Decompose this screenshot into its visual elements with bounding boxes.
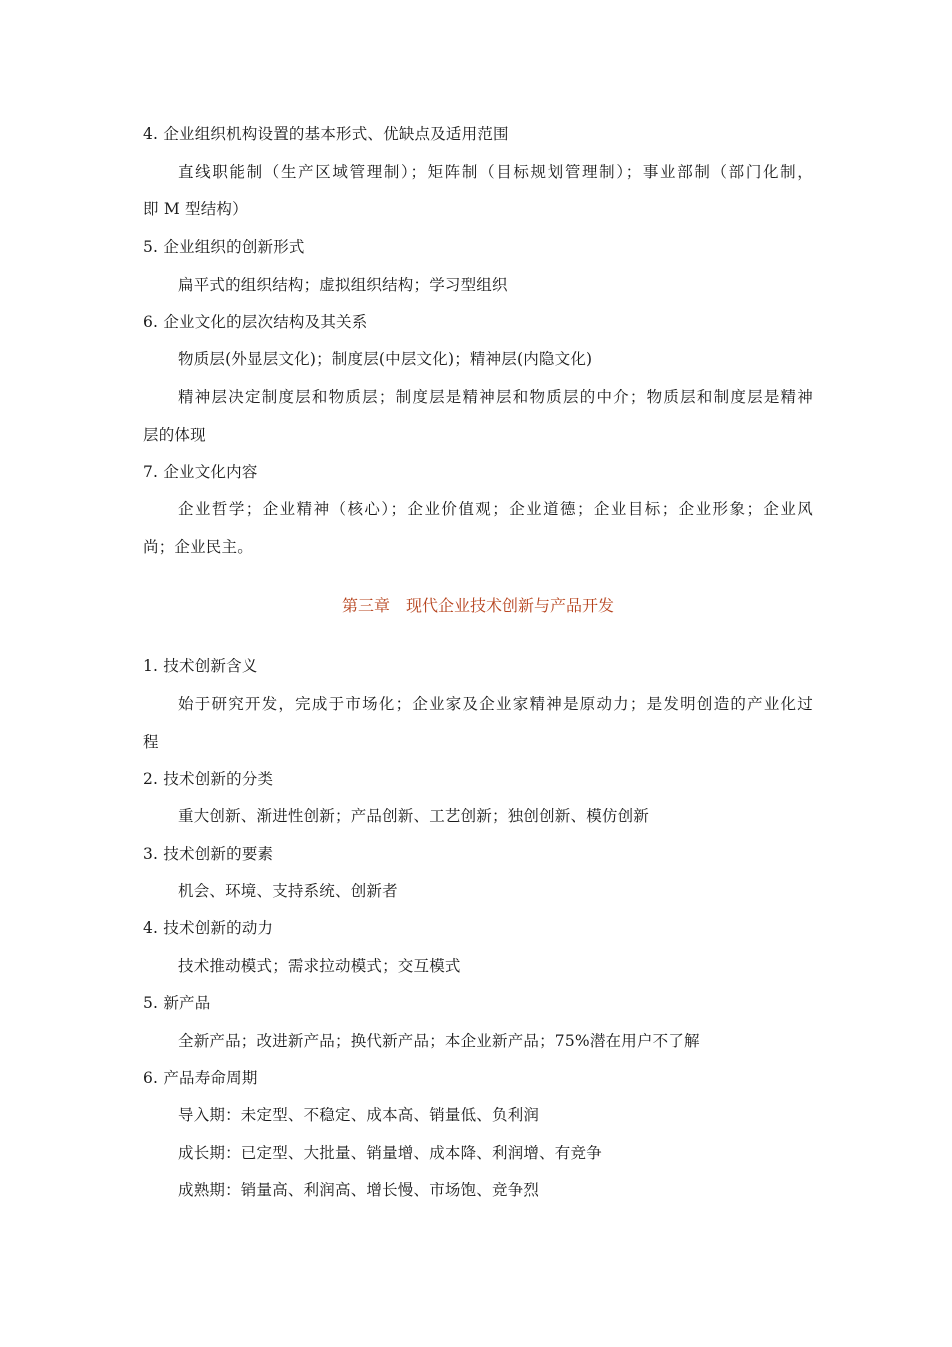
section-heading: 2. 技术创新的分类 bbox=[143, 770, 274, 788]
section-heading: 7. 企业文化内容 bbox=[143, 463, 258, 481]
section-heading: 4. 企业组织机构设置的基本形式、优缺点及适用范围 bbox=[143, 125, 509, 143]
paragraph-line: 即 M 型结构） bbox=[143, 200, 248, 218]
paragraph-line: 程 bbox=[143, 733, 159, 751]
section-heading: 3. 技术创新的要素 bbox=[143, 845, 274, 863]
paragraph-line: 技术推动模式；需求拉动模式；交互模式 bbox=[178, 957, 461, 975]
paragraph-line: 直线职能制（生产区域管理制）；矩阵制（目标规划管理制）；事业部制（部门化制， bbox=[178, 163, 813, 181]
paragraph-line: 成熟期：销量高、利润高、增长慢、市场饱、竞争烈 bbox=[178, 1181, 540, 1199]
paragraph-line: 精神层决定制度层和物质层；制度层是精神层和物质层的中介；物质层和制度层是精神 bbox=[178, 388, 813, 406]
section-heading: 5. 企业组织的创新形式 bbox=[143, 238, 305, 256]
section-heading: 4. 技术创新的动力 bbox=[143, 919, 274, 937]
paragraph-line: 全新产品；改进新产品；换代新产品；本企业新产品；75%潜在用户不了解 bbox=[178, 1032, 700, 1050]
paragraph-line: 物质层(外显层文化)；制度层(中层文化)；精神层(内隐文化) bbox=[178, 350, 593, 368]
section-heading: 6. 产品寿命周期 bbox=[143, 1069, 258, 1087]
paragraph-line: 尚；企业民主。 bbox=[143, 538, 253, 556]
section-heading: 6. 企业文化的层次结构及其关系 bbox=[143, 313, 368, 331]
paragraph-line: 层的体现 bbox=[143, 426, 206, 444]
section-heading: 1. 技术创新含义 bbox=[143, 657, 258, 675]
chapter-title: 第三章 现代企业技术创新与产品开发 bbox=[341, 596, 614, 615]
section-heading: 5. 新产品 bbox=[143, 994, 211, 1012]
paragraph-line: 重大创新、渐进性创新；产品创新、工艺创新；独创创新、模仿创新 bbox=[178, 807, 650, 825]
paragraph-line: 始于研究开发，完成于市场化；企业家及企业家精神是原动力；是发明创造的产业化过 bbox=[178, 695, 813, 713]
paragraph-line: 机会、环境、支持系统、创新者 bbox=[178, 882, 398, 900]
paragraph-line: 扁平式的组织结构；虚拟组织结构；学习型组织 bbox=[178, 276, 508, 294]
paragraph-line: 成长期：已定型、大批量、销量增、成本降、利润增、有竞争 bbox=[178, 1144, 602, 1162]
paragraph-line: 导入期：未定型、不稳定、成本高、销量低、负利润 bbox=[178, 1106, 540, 1124]
paragraph-line: 企业哲学；企业精神（核心）；企业价值观；企业道德；企业目标；企业形象；企业风 bbox=[178, 500, 813, 518]
